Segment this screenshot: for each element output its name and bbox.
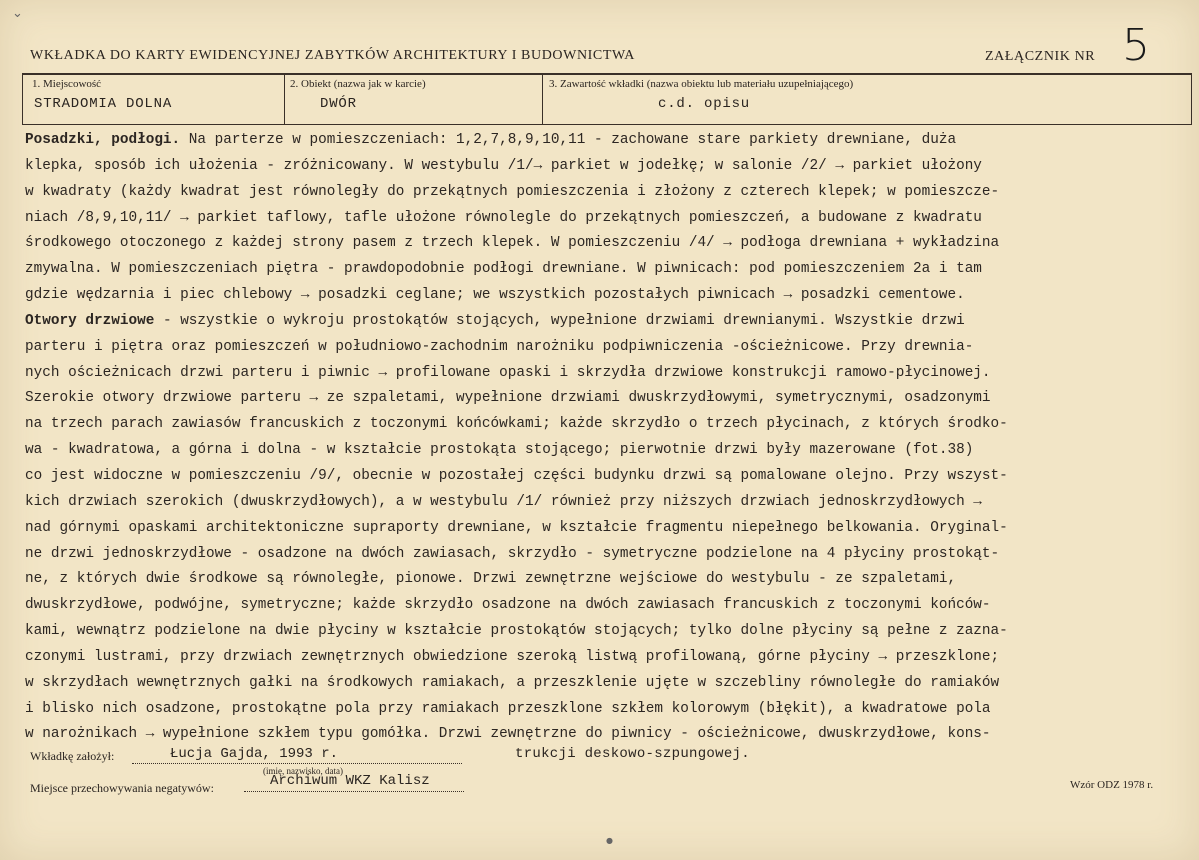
line-text: gdzie wędzarnia i piec chlebowy → posadzki ceglane; we wszystkich pozostałych piwnicach → posadzki cementowe. xyxy=(25,287,965,304)
line-text: w skrzydłach wewnętrznych gałki na środkowych ramiakach, a przeszklenie ujęte w szczebliny równoległe do ramiaków xyxy=(25,674,1000,691)
location-value: STRADOMIA DOLNA xyxy=(34,96,173,112)
description-line xyxy=(25,567,1191,593)
founded-dotted-line xyxy=(132,763,462,764)
line-text: parteru i piętra oraz pomieszczeń w południowo-zachodnim narożniku podpiwniczenia -ościeżnicowe. Przy drewnia- xyxy=(25,338,974,355)
line-text: wa - kwadratowa, a górna i dolna - w kształcie prostokąta stojącego; pierwotnie drzwi były mazerowane (fot.38) xyxy=(25,442,974,459)
negatives-dotted-line xyxy=(244,791,464,792)
description-line xyxy=(25,128,1191,154)
description-body xyxy=(25,128,1193,748)
line-text: - wszystkie o wykroju prostokątów stojących, wypełnione drzwiami drewnianymi. Wszystkie drzwi xyxy=(154,312,965,329)
object-label: 2. Obiekt (nazwa jak w karcie) xyxy=(290,78,426,90)
description-line xyxy=(25,516,1191,542)
field-divider-4 xyxy=(1191,74,1192,125)
line-text: nad górnymi opaskami architektoniczne supraporty drewniane, w kształcie fragmentu niepełnego belkowania. Oryginal- xyxy=(25,519,1008,536)
card-title: WKŁADKA DO KARTY EWIDENCYJNEJ ZABYTKÓW ARCHITEKTURY I BUDOWNICTWA xyxy=(30,48,635,63)
header-bottom-border xyxy=(22,124,1192,125)
bottom-punch-mark: ● xyxy=(606,836,613,845)
section-heading: Posadzki, podłogi. xyxy=(25,132,181,148)
form-label: Wzór ODZ 1978 r. xyxy=(1070,779,1154,791)
line-text: i blisko nich osadzone, prostokątne pola przy ramiakach przeszklone szkłem kolorowym (błękit), a kwadratowe pola xyxy=(25,700,991,717)
description-line xyxy=(25,335,1191,361)
description-line xyxy=(25,283,1191,309)
line-text: niach /8,9,10,11/ → parkiet taflowy, tafle ułożone równolegle do przekątnych pomieszczeń, a budowane z kwadratu xyxy=(25,209,982,226)
header-top-border xyxy=(22,73,1192,75)
field-divider-1 xyxy=(284,74,285,125)
description-line xyxy=(25,619,1191,645)
negatives-value: Archiwum WKZ Kalisz xyxy=(270,773,430,789)
line-text: środkowego otoczonego z każdej strony pasem z trzech klepek. W pomieszczeniu /4/ → podłoga drewniana + wykładzina xyxy=(25,235,1000,252)
description-line xyxy=(25,464,1191,490)
line-text: zmywalna. W pomieszczeniach piętra - prawdopodobnie podłogi drewniane. W piwnicach: pod pomieszczeniem 2a i tam xyxy=(25,261,982,278)
description-line xyxy=(25,361,1191,387)
line-text: w narożnikach → wypełnione szkłem typu gomółka. Drzwi zewnętrzne do piwnicy - ościeżnicowe, dwuskrzydłowe, kons- xyxy=(25,726,991,743)
founded-label: Wkładkę założył: xyxy=(30,749,115,763)
line-text: dwuskrzydłowe, podwójne, symetryczne; każde skrzydło osadzone na dwóch zawiasach francuskich z toczonymi końców- xyxy=(25,597,991,614)
description-line xyxy=(25,386,1191,412)
description-line xyxy=(25,490,1191,516)
description-line xyxy=(25,593,1191,619)
description-line xyxy=(25,722,1191,748)
description-line xyxy=(25,257,1191,283)
line-text: ne drzwi jednoskrzydłowe - osadzone na dwóch zawiasach, skrzydło - symetryczne podzielone na 4 płyciny prostokąt- xyxy=(25,545,1000,562)
description-line xyxy=(25,309,1191,335)
field-divider-3 xyxy=(22,74,23,125)
line-text: klepka, sposób ich ułożenia - zróżnicowany. W westybulu /1/→ parkiet w jodełkę; w salonie /2/ → parkiet ułożony xyxy=(25,157,982,174)
line-text: Na parterze w pomieszczeniach: 1,2,7,8,9,10,11 - zachowane stare parkiety drewniane, duża xyxy=(180,132,957,148)
section-heading: Otwory drzwiowe xyxy=(25,312,155,329)
description-line xyxy=(25,671,1191,697)
line-text: kich drzwiach szerokich (dwuskrzydłowych), a w westybulu /1/ również przy niższych drzwiach jednoskrzydłowych → xyxy=(25,493,982,510)
line-text: w kwadraty (każdy kwadrat jest równoległy do przekątnych pomieszczenia i złożony z czterech klepek; w pomieszcze- xyxy=(25,183,1000,200)
contents-label: 3. Zawartość wkładki (nazwa obiektu lub materiału uzupełniającego) xyxy=(549,78,854,90)
corner-tick-mark: ⌄ xyxy=(12,6,23,21)
description-line xyxy=(25,206,1191,232)
description-line xyxy=(25,542,1191,568)
attachment-number: 5 xyxy=(1122,20,1150,71)
description-line xyxy=(25,645,1191,671)
line-text: nych ościeżnicach drzwi parteru i piwnic → profilowane opaski i skrzydła drzwiowe konstrukcji ramowo-płycinowej. xyxy=(25,364,991,381)
founded-hint: (imię, nazwisko, data) xyxy=(263,766,343,776)
description-line xyxy=(25,231,1191,257)
object-value: DWÓR xyxy=(320,96,357,112)
line-text: czonymi lustrami, przy drzwiach zewnętrznych obwiedzione szeroką listwą profilowaną, górne płyciny → przeszklone; xyxy=(25,648,1000,665)
line-text: co jest widoczne w pomieszczeniu /9/, obecnie w pozostałej części budynku drzwi są pomalowane olejno. Przy wszyst- xyxy=(25,467,1008,484)
line-text: na trzech parach zawiasów francuskich z toczonymi końcówkami; każde skrzydło o trzech płycinach, z których środko- xyxy=(25,416,1008,433)
description-line xyxy=(25,412,1191,438)
description-last-line: trukcji deskowo-szpungowej. xyxy=(515,746,750,762)
description-line xyxy=(25,697,1191,723)
line-text: ne, z których dwie środkowe są równoległe, pionowe. Drzwi zewnętrzne wejściowe do westybulu - ze szpaletami, xyxy=(25,571,957,588)
line-text: kami, wewnątrz podzielone na dwie płyciny w kształcie prostokątów stojących; tylko dolne płyciny są pełne z zazna- xyxy=(25,623,1008,640)
contents-value: c.d. opisu xyxy=(658,96,751,112)
attachment-label: ZAŁĄCZNIK NR xyxy=(985,49,1096,64)
line-text: Szerokie otwory drzwiowe parteru → ze szpaletami, wypełnione drzwiami dwuskrzydłowymi, symetrycznymi, osadzonymi xyxy=(25,390,991,407)
field-divider-2 xyxy=(542,74,543,125)
description-line xyxy=(25,180,1191,206)
location-label: 1. Miejscowość xyxy=(32,78,102,90)
description-line xyxy=(25,438,1191,464)
description-line xyxy=(25,154,1191,180)
negatives-label: Miejsce przechowywania negatywów: xyxy=(30,781,214,795)
founded-value: Łucja Gajda, 1993 r. xyxy=(170,746,339,762)
